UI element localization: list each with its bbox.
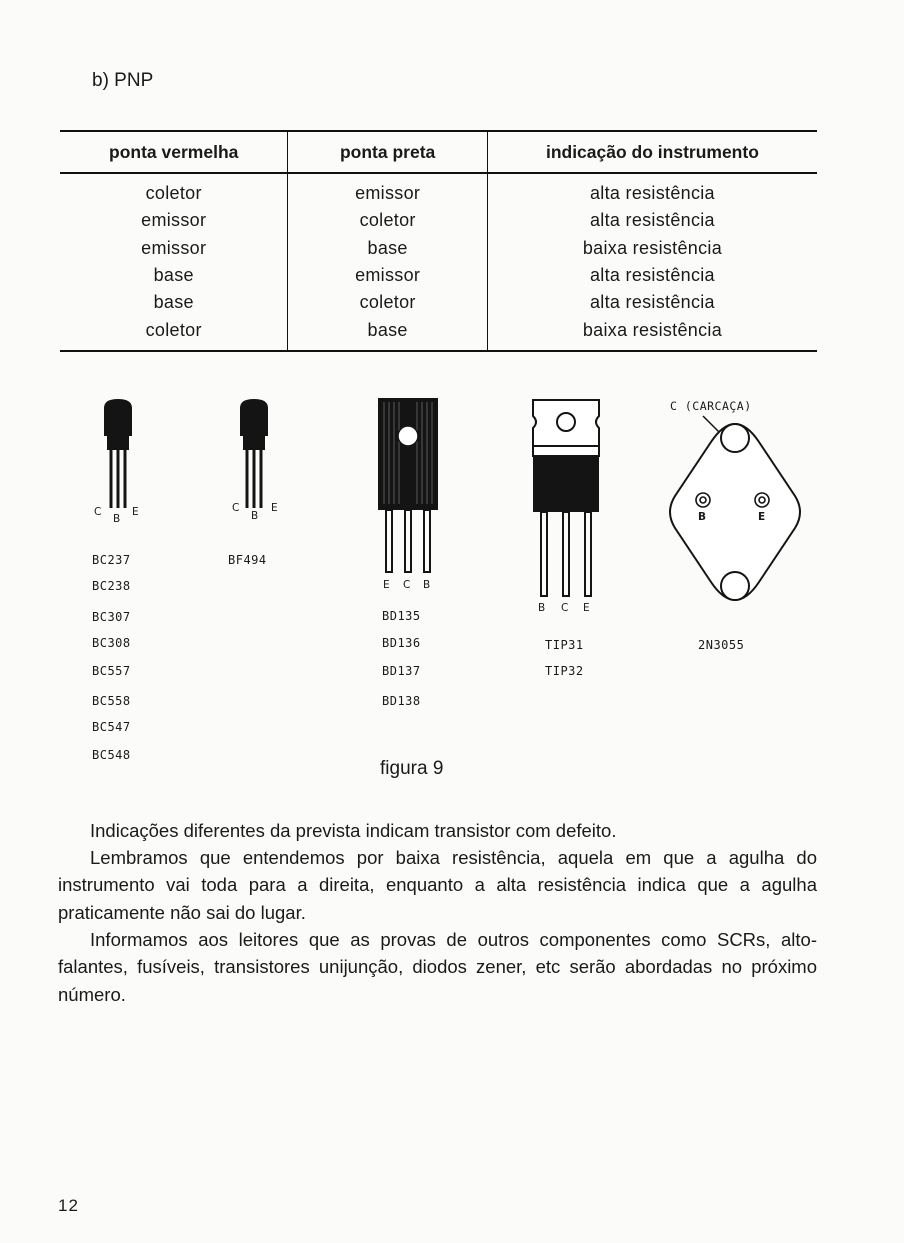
table-header-row (60, 131, 817, 173)
to3-case-label: C (CARCAÇA) (670, 399, 752, 413)
part-bc548: BC548 (92, 748, 131, 762)
table-row (60, 289, 817, 316)
part-tip31: TIP31 (545, 638, 584, 652)
part-bd137: BD137 (382, 664, 421, 678)
to92-transistor-b-icon (236, 396, 276, 514)
cell-red: emissor (141, 210, 207, 231)
part-bc557: BC557 (92, 664, 131, 678)
part-tip32: TIP32 (545, 664, 584, 678)
paragraph-3: Informamos aos leitores que as provas de outros componentes como SCRs, alto-falantes, fusíveis, transistores unijunção, diodos zener, etc serão abordadas no próximo número. (58, 929, 817, 1005)
cell-reading: alta resistência (487, 262, 817, 289)
to126-transistor-icon (376, 396, 440, 576)
to126-pin-e: E (383, 579, 390, 591)
part-bc308: BC308 (92, 636, 131, 650)
pnp-test-table (60, 130, 817, 352)
cell-red: base (153, 265, 194, 286)
cell-red: coletor (145, 183, 202, 204)
page-number: 12 (58, 1196, 79, 1215)
cell-reading: baixa resistência (487, 235, 817, 262)
cell-reading: alta resistência (487, 173, 817, 207)
table-row (60, 235, 817, 262)
to92a-pin-b: B (113, 513, 121, 525)
header-red-probe: ponta vermelha (60, 131, 288, 173)
part-bc558: BC558 (92, 694, 131, 708)
paragraph-1: Indicações diferentes da prevista indicam transistor com defeito. (90, 820, 617, 841)
to220-transistor-icon (530, 398, 602, 598)
to92-transistor-a-icon (100, 396, 140, 514)
to92a-pin-e: E (132, 506, 139, 518)
to220-pin-c: C (561, 602, 569, 614)
cell-black: coletor (288, 289, 487, 316)
to126-pin-c: C (403, 579, 411, 591)
section-heading: b) PNP (92, 70, 154, 91)
part-bd136: BD136 (382, 636, 421, 650)
table-row (60, 262, 817, 289)
cell-reading: alta resistência (487, 289, 817, 316)
header-instrument-reading: indicação do instrumento (487, 131, 817, 173)
cell-reading: alta resistência (487, 207, 817, 234)
table-row (60, 316, 817, 350)
cell-reading: baixa resistência (487, 316, 817, 350)
cell-black: emissor (288, 262, 487, 289)
part-bc238: BC238 (92, 579, 131, 593)
to220-pin-e: E (583, 602, 590, 614)
cell-black: coletor (288, 207, 487, 234)
caption-word: figura (380, 758, 428, 779)
to126-pin-b: B (423, 579, 431, 591)
part-bc547: BC547 (92, 720, 131, 734)
part-2n3055: 2N3055 (698, 638, 745, 652)
cell-black: base (288, 316, 487, 350)
caption-number: 9 (432, 758, 444, 779)
part-bf494: BF494 (228, 553, 267, 567)
to92b-pin-e: E (271, 502, 278, 514)
cell-red: emissor (141, 237, 207, 258)
figure-caption (380, 758, 443, 780)
paragraph-2: Lembramos que entendemos por baixa resistência, aquela em que a agulha do instrumento vai toda para a direita, enquanto a alta resistência indica que a agulha praticamente não sai do lugar. (58, 847, 817, 923)
header-black-probe: ponta preta (288, 131, 487, 173)
to92b-pin-c: C (232, 502, 240, 514)
table-row (60, 173, 817, 207)
to92b-pin-b: B (251, 510, 259, 522)
part-bd138: BD138 (382, 694, 421, 708)
to220-pin-b: B (538, 602, 546, 614)
part-bd135: BD135 (382, 609, 421, 623)
cell-black: base (288, 235, 487, 262)
cell-red: coletor (60, 316, 288, 350)
to3-transistor-icon (665, 412, 805, 628)
to3-pin-b: B (698, 511, 707, 523)
cell-black: emissor (288, 173, 487, 207)
cell-red: base (153, 292, 194, 313)
part-bc237: BC237 (92, 553, 131, 567)
table-row (60, 207, 817, 234)
part-bc307: BC307 (92, 610, 131, 624)
to92a-pin-c: C (94, 506, 102, 518)
to3-pin-e: E (758, 511, 766, 523)
